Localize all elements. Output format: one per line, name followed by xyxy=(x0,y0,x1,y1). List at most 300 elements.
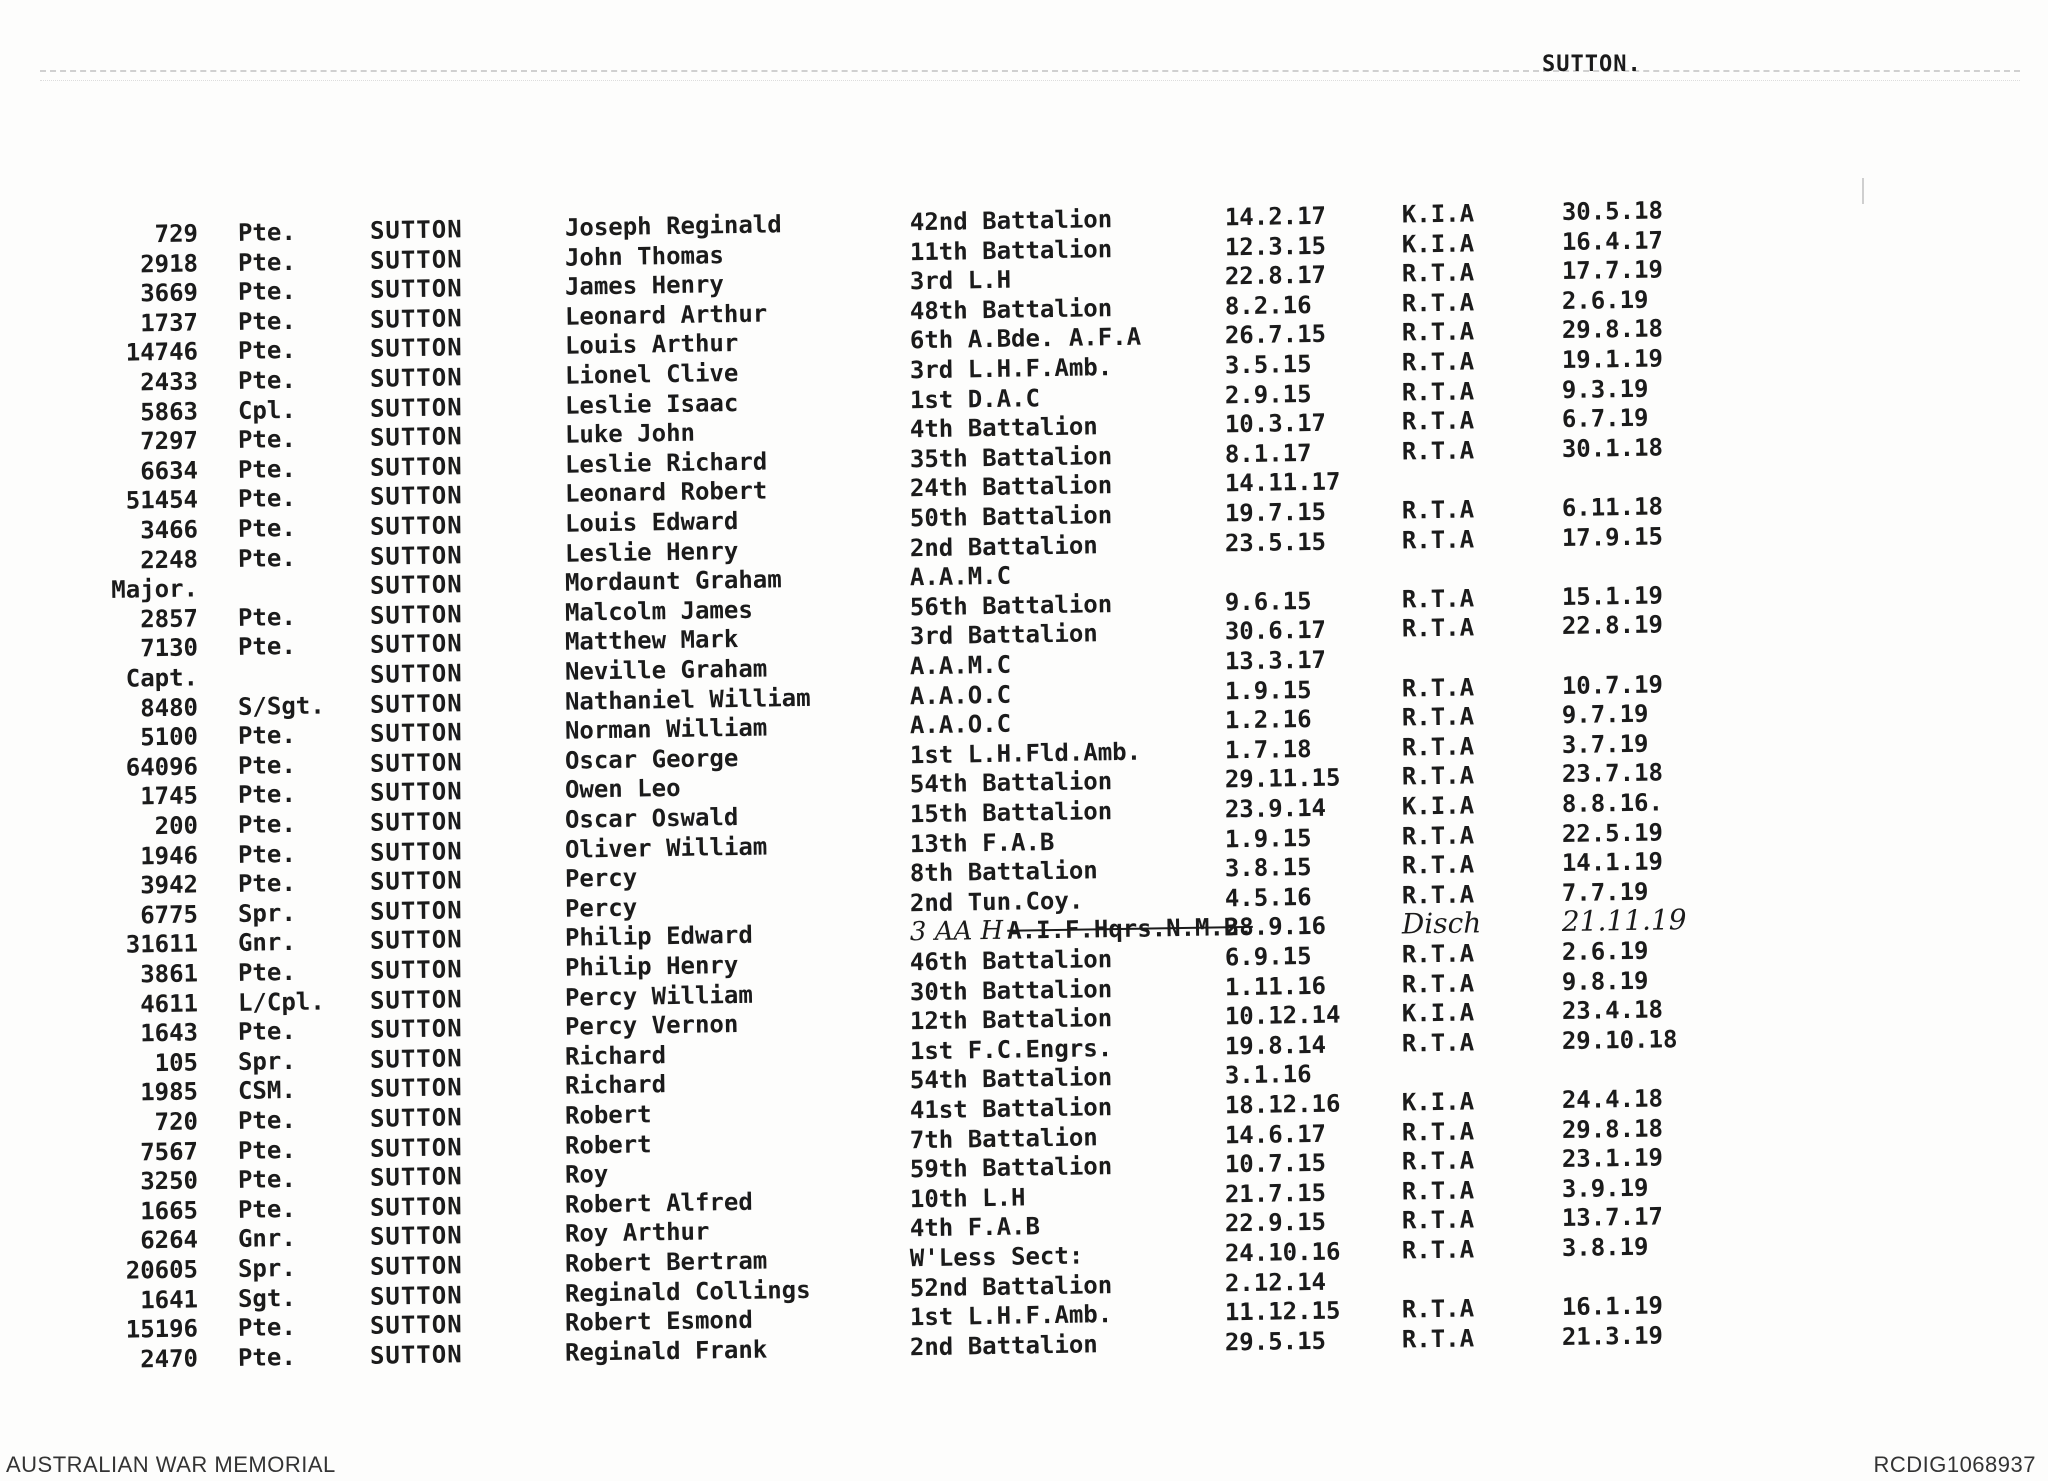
unit: W'Less Sect: xyxy=(909,1241,1084,1273)
surname: SUTTON xyxy=(369,540,463,571)
fate: R.T.A xyxy=(1401,1324,1475,1354)
rank: Pte. xyxy=(237,869,296,899)
unit: 48th Battalion xyxy=(909,293,1113,326)
fate-date: 17.7.19 xyxy=(1561,255,1664,286)
fate-date: 19.1.19 xyxy=(1561,344,1664,375)
rank: Pte. xyxy=(237,1135,296,1165)
enlistment-date: 29.11.15 xyxy=(1224,763,1341,794)
surname: SUTTON xyxy=(369,866,463,896)
unit: 1st L.H.F.Amb. xyxy=(909,1300,1113,1332)
rank: CSM. xyxy=(237,1076,296,1106)
enlistment-date: 9.6.15 xyxy=(1224,586,1312,617)
given-names: Richard xyxy=(564,1040,667,1071)
enlistment-date: 1.9.15 xyxy=(1224,823,1312,853)
footer-reference-id: RCDIG1068937 xyxy=(1873,1452,2036,1477)
unit: 3rd L.H.F.Amb. xyxy=(909,353,1113,385)
fate-date: 21.3.19 xyxy=(1561,1321,1664,1351)
enlistment-date: 24.10.16 xyxy=(1224,1237,1341,1268)
surname: SUTTON xyxy=(369,688,463,719)
fate-date: 29.10.18 xyxy=(1561,1025,1678,1055)
enlistment-date: 3.8.15 xyxy=(1224,853,1312,883)
enlistment-date: 22.8.17 xyxy=(1224,260,1327,291)
given-names: Leonard Robert xyxy=(564,476,768,509)
enlistment-date: 19.8.14 xyxy=(1224,1030,1327,1061)
service-number: 2918 xyxy=(139,249,199,278)
fate-date: 16.1.19 xyxy=(1561,1291,1664,1322)
fate: R.T.A xyxy=(1401,288,1475,318)
surname: SUTTON xyxy=(369,422,463,452)
surname: SUTTON xyxy=(369,481,463,512)
unit: 8th Battalion xyxy=(909,856,1098,888)
given-names: Philip Edward xyxy=(564,921,753,953)
given-names: Mordaunt Graham xyxy=(564,565,782,597)
given-names: Robert Esmond xyxy=(564,1305,753,1337)
given-names: Philip Henry xyxy=(564,950,739,982)
fate: R.T.A xyxy=(1401,939,1475,969)
given-names: Nathaniel William xyxy=(564,683,811,716)
enlistment-date: 28.9.16 xyxy=(1224,912,1327,942)
enlistment-date: 6.9.15 xyxy=(1224,941,1312,972)
given-names: Roy Arthur xyxy=(564,1217,710,1249)
rank: Pte. xyxy=(237,1105,296,1135)
rank: Pte. xyxy=(237,513,296,543)
fate-date: 29.8.18 xyxy=(1561,314,1664,345)
enlistment-date: 14.2.17 xyxy=(1224,201,1327,232)
surname: SUTTON xyxy=(369,1073,463,1104)
rank: Pte. xyxy=(237,809,296,839)
given-names: Robert xyxy=(564,1100,652,1130)
service-number: 2470 xyxy=(139,1344,199,1374)
service-number: 5863 xyxy=(139,397,199,426)
unit: 11th Battalion xyxy=(909,234,1113,266)
fate-date: 24.4.18 xyxy=(1561,1084,1664,1115)
unit: 3rd Battalion xyxy=(909,619,1098,651)
fate-date: 3.8.19 xyxy=(1561,1232,1649,1263)
fate-date: 14.1.19 xyxy=(1561,847,1664,878)
unit: 2nd Battalion xyxy=(909,530,1098,562)
surname: SUTTON xyxy=(369,718,463,748)
given-names: Malcolm James xyxy=(564,595,753,627)
service-number: 3466 xyxy=(139,515,199,545)
unit: 4th F.A.B xyxy=(909,1212,1041,1243)
rank: Gnr. xyxy=(237,1224,296,1254)
given-names: Percy xyxy=(564,893,638,923)
service-number: 20605 xyxy=(125,1255,199,1285)
given-names: John Thomas xyxy=(564,240,725,272)
enlistment-date: 8.2.16 xyxy=(1224,290,1312,321)
unit: 59th Battalion xyxy=(909,1152,1113,1184)
rank: Pte. xyxy=(237,1165,296,1195)
surname: SUTTON xyxy=(369,511,463,541)
struck-unit: A.I.F.Hqrs.N.M.B. xyxy=(1006,913,1254,946)
fate: R.T.A xyxy=(1401,436,1475,466)
fate: R.T.A xyxy=(1401,525,1475,555)
fate: Disch xyxy=(1401,906,1482,941)
service-number: 51454 xyxy=(125,485,199,515)
surname: SUTTON xyxy=(369,570,463,600)
unit: 12th Battalion xyxy=(909,1004,1113,1036)
rank: Pte. xyxy=(237,750,296,780)
service-number: 3861 xyxy=(139,959,199,989)
surname: SUTTON xyxy=(369,1310,463,1340)
surname: SUTTON xyxy=(369,984,463,1015)
fate: R.T.A xyxy=(1401,406,1475,436)
footer-source: AUSTRALIAN WAR MEMORIAL xyxy=(6,1452,336,1477)
fate-date: 13.7.17 xyxy=(1561,1202,1664,1233)
given-names: Roy xyxy=(564,1160,609,1189)
fate-date: 2.6.19 xyxy=(1561,285,1649,315)
service-number: 4611 xyxy=(139,989,199,1018)
given-names: Luke John xyxy=(564,418,696,449)
service-number: 2248 xyxy=(139,545,199,574)
surname: SUTTON xyxy=(369,333,463,364)
fate-date: 21.11.19 xyxy=(1561,903,1687,939)
fate-date: 3.9.19 xyxy=(1561,1173,1649,1203)
given-names: Robert Alfred xyxy=(564,1187,753,1219)
fate: R.T.A xyxy=(1401,1176,1475,1206)
surname: SUTTON xyxy=(369,659,463,689)
given-names: Louis Edward xyxy=(564,506,739,538)
service-number: 3250 xyxy=(139,1166,199,1196)
rank: S/Sgt. xyxy=(237,691,325,721)
given-names: Oscar Oswald xyxy=(564,802,739,834)
given-names: Reginald Collings xyxy=(564,1275,811,1308)
enlistment-date: 14.6.17 xyxy=(1224,1119,1327,1149)
rank: Pte. xyxy=(237,721,296,751)
unit: 4th Battalion xyxy=(909,412,1098,444)
service-number: Capt. xyxy=(125,663,199,693)
fate: R.T.A xyxy=(1401,1294,1475,1324)
unit: 13th F.A.B xyxy=(909,827,1055,858)
enlistment-date: 12.3.15 xyxy=(1224,231,1327,261)
rank: Pte. xyxy=(237,217,296,247)
service-number: 7567 xyxy=(139,1137,199,1166)
fate: R.T.A xyxy=(1401,377,1475,407)
fate-date: 23.7.18 xyxy=(1561,758,1664,789)
enlistment-date: 26.7.15 xyxy=(1224,320,1327,350)
fate-date: 9.7.19 xyxy=(1561,699,1649,730)
unit: 24th Battalion xyxy=(909,471,1113,503)
surname: SUTTON xyxy=(369,1192,463,1222)
surname: SUTTON xyxy=(369,304,463,334)
surname: SUTTON xyxy=(369,215,463,245)
enlistment-date: 22.9.15 xyxy=(1224,1208,1327,1238)
fate-date: 23.1.19 xyxy=(1561,1143,1664,1174)
service-number: 6634 xyxy=(139,456,199,486)
surname: SUTTON xyxy=(369,1103,463,1133)
unit: 41st Battalion xyxy=(909,1093,1113,1125)
service-number: 1641 xyxy=(139,1285,199,1314)
given-names: Lionel Clive xyxy=(564,358,739,390)
given-names: Joseph Reginald xyxy=(564,210,782,242)
service-number: 6264 xyxy=(139,1225,199,1255)
given-names: Oliver William xyxy=(564,832,768,864)
unit: 1st D.A.C xyxy=(909,383,1041,414)
given-names: Norman William xyxy=(564,713,768,745)
unit: 10th L.H xyxy=(909,1183,1026,1214)
rank: Spr. xyxy=(237,1046,296,1076)
given-names: Reginald Frank xyxy=(564,1335,768,1367)
surname: SUTTON xyxy=(369,777,463,808)
enlistment-date: 8.1.17 xyxy=(1224,438,1312,469)
surname: SUTTON xyxy=(369,748,463,778)
service-number: 8480 xyxy=(139,693,199,722)
fate-date: 2.6.19 xyxy=(1561,936,1649,967)
service-number: 14746 xyxy=(125,337,199,367)
enlistment-date: 1.9.15 xyxy=(1224,675,1312,705)
service-number: 1643 xyxy=(139,1018,199,1048)
fate-date: 10.7.19 xyxy=(1561,670,1664,700)
handwritten-unit-correction: 3 AA H xyxy=(909,916,1004,948)
rank: Pte. xyxy=(237,247,296,277)
enlistment-date: 1.2.16 xyxy=(1224,705,1312,735)
rank: Pte. xyxy=(237,1017,296,1047)
surname: SUTTON xyxy=(369,392,463,423)
service-number: 3669 xyxy=(139,278,199,308)
fate-date: 6.7.19 xyxy=(1561,403,1649,434)
enlistment-date: 10.3.17 xyxy=(1224,408,1327,439)
unit: 1st F.C.Engrs. xyxy=(909,1033,1113,1066)
fate: K.I.A xyxy=(1401,998,1475,1028)
surname: SUTTON xyxy=(369,629,463,660)
unit: 46th Battalion xyxy=(909,945,1113,977)
rank: Pte. xyxy=(237,632,296,662)
fate: R.T.A xyxy=(1401,761,1475,791)
service-number: 1737 xyxy=(139,308,199,338)
unit: 35th Battalion xyxy=(909,441,1113,474)
service-number: 105 xyxy=(154,1048,199,1077)
rank: Cpl. xyxy=(237,395,296,425)
unit: A.A.O.C xyxy=(909,709,1012,740)
service-number: 5100 xyxy=(139,722,199,752)
surname: SUTTON xyxy=(369,896,463,926)
rank: Pte. xyxy=(237,336,296,366)
enlistment-date: 2.12.14 xyxy=(1224,1267,1327,1297)
surname: SUTTON xyxy=(369,1221,463,1252)
unit: 15th Battalion xyxy=(909,797,1113,829)
unit: 6th A.Bde. A.F.A xyxy=(909,323,1142,355)
surname: SUTTON xyxy=(369,955,463,985)
fate: R.T.A xyxy=(1401,1235,1475,1265)
fate: R.T.A xyxy=(1401,1117,1475,1147)
service-number: 7130 xyxy=(139,633,199,663)
fate-date: 30.5.18 xyxy=(1561,196,1664,227)
enlistment-date: 19.7.15 xyxy=(1224,497,1327,528)
fate-date: 17.9.15 xyxy=(1561,522,1664,552)
rank: Pte. xyxy=(237,425,296,455)
rank: Pte. xyxy=(237,306,296,336)
surname: SUTTON xyxy=(369,452,463,482)
surname: SUTTON xyxy=(369,1340,463,1370)
enlistment-date: 18.12.16 xyxy=(1224,1089,1341,1120)
enlistment-date: 1.11.16 xyxy=(1224,971,1327,1001)
given-names: Percy xyxy=(564,863,638,893)
unit: 1st L.H.Fld.Amb. xyxy=(909,737,1142,770)
surname: SUTTON xyxy=(369,274,463,304)
service-number: 1745 xyxy=(139,781,199,811)
surname: SUTTON xyxy=(369,1132,463,1163)
fate: R.T.A xyxy=(1401,732,1475,762)
fate: R.T.A xyxy=(1401,584,1475,614)
given-names: Leonard Arthur xyxy=(564,299,768,331)
fate: R.T.A xyxy=(1401,613,1475,643)
fate: R.T.A xyxy=(1401,673,1475,703)
unit: 54th Battalion xyxy=(909,1063,1113,1095)
unit: 54th Battalion xyxy=(909,767,1113,799)
rank: Gnr. xyxy=(237,928,296,958)
service-number: 1665 xyxy=(139,1196,199,1226)
rank: Pte. xyxy=(237,484,296,514)
fate: R.T.A xyxy=(1401,258,1475,288)
given-names: Oscar George xyxy=(564,743,739,775)
fate: K.I.A xyxy=(1401,1087,1475,1117)
enlistment-date: 1.7.18 xyxy=(1224,734,1312,765)
service-number: 6775 xyxy=(139,900,199,930)
service-number: 729 xyxy=(154,219,199,249)
fate: R.T.A xyxy=(1401,880,1475,910)
fate-date: 8.8.16. xyxy=(1561,788,1664,819)
rank: L/Cpl. xyxy=(237,987,325,1017)
surname: SUTTON xyxy=(369,1251,463,1281)
enlistment-date: 23.5.15 xyxy=(1224,527,1327,557)
unit: 56th Battalion xyxy=(909,589,1113,622)
enlistment-date: 11.12.15 xyxy=(1224,1296,1341,1327)
fate-date: 30.1.18 xyxy=(1561,433,1664,463)
fate-date: 15.1.19 xyxy=(1561,581,1664,611)
rank: Pte. xyxy=(237,957,296,987)
given-names: Richard xyxy=(564,1070,667,1101)
enlistment-date: 14.11.17 xyxy=(1224,467,1341,498)
fate: R.T.A xyxy=(1401,702,1475,732)
given-names: James Henry xyxy=(564,270,725,301)
fate: R.T.A xyxy=(1401,821,1475,851)
given-names: Percy Vernon xyxy=(564,1010,739,1041)
service-number: 720 xyxy=(154,1107,199,1137)
fate: K.I.A xyxy=(1401,791,1475,821)
fate-date: 3.7.19 xyxy=(1561,729,1649,759)
fate-date: 16.4.17 xyxy=(1561,226,1664,256)
rank: Pte. xyxy=(237,543,296,573)
given-names: Matthew Mark xyxy=(564,625,739,657)
enlistment-date: 3.1.16 xyxy=(1224,1060,1312,1090)
unit: A.A.M.C xyxy=(909,650,1012,681)
fate: R.T.A xyxy=(1401,969,1475,999)
surname: SUTTON xyxy=(369,1044,463,1074)
service-number: 31611 xyxy=(125,929,199,959)
unit: 7th Battalion xyxy=(909,1122,1098,1154)
fate: R.T.A xyxy=(1401,317,1475,347)
unit: 50th Battalion xyxy=(909,501,1113,533)
unit: 52nd Battalion xyxy=(909,1270,1113,1302)
fate: K.I.A xyxy=(1401,229,1475,259)
rank: Pte. xyxy=(237,277,296,307)
fate-date: 6.11.18 xyxy=(1561,492,1664,523)
service-number: 3942 xyxy=(139,870,199,900)
rank: Pte. xyxy=(237,1194,296,1224)
enlistment-date: 2.9.15 xyxy=(1224,379,1312,409)
enlistment-date: 23.9.14 xyxy=(1224,793,1327,824)
given-names: Leslie Isaac xyxy=(564,388,739,420)
enlistment-date: 21.7.15 xyxy=(1224,1178,1327,1209)
service-number: 1946 xyxy=(139,841,199,870)
unit: 3rd L.H xyxy=(909,265,1012,296)
unit: 2nd Battalion xyxy=(909,1330,1098,1362)
rank: Pte. xyxy=(237,780,296,810)
service-number: 15196 xyxy=(125,1314,199,1344)
enlistment-date: 10.7.15 xyxy=(1224,1148,1327,1179)
fate-date: 23.4.18 xyxy=(1561,995,1664,1026)
unit: A.A.O.C xyxy=(909,680,1012,710)
service-number: Major. xyxy=(111,574,199,605)
service-number: 2433 xyxy=(139,367,199,397)
rank: Pte. xyxy=(237,839,296,869)
unit: 30th Battalion xyxy=(909,974,1113,1006)
surname: SUTTON xyxy=(369,1162,463,1192)
fate: R.T.A xyxy=(1401,1146,1475,1176)
rank: Spr. xyxy=(237,1253,296,1283)
given-names: Leslie Richard xyxy=(564,447,768,479)
rank: Pte. xyxy=(237,365,296,395)
enlistment-date: 4.5.16 xyxy=(1224,882,1312,913)
fate-date: 7.7.19 xyxy=(1561,877,1649,907)
fate: R.T.A xyxy=(1401,347,1475,377)
fate-date: 22.5.19 xyxy=(1561,818,1664,848)
service-number: 200 xyxy=(154,811,199,841)
surname: SUTTON xyxy=(369,807,463,837)
surname: SUTTON xyxy=(369,363,463,393)
given-names: Neville Graham xyxy=(564,654,768,686)
unit: 2nd Tun.Coy. xyxy=(909,886,1084,918)
given-names: Louis Arthur xyxy=(564,329,739,361)
fate: R.T.A xyxy=(1401,1205,1475,1235)
enlistment-date: 10.12.14 xyxy=(1224,1000,1341,1031)
fate: K.I.A xyxy=(1401,199,1475,229)
fate: R.T.A xyxy=(1401,1028,1475,1058)
given-names: Leslie Henry xyxy=(564,536,739,568)
surname: SUTTON xyxy=(369,1280,463,1311)
given-names: Robert xyxy=(564,1129,652,1160)
fate-date: 22.8.19 xyxy=(1561,610,1664,641)
given-names: Robert Bertram xyxy=(564,1246,768,1278)
fate-date: 29.8.18 xyxy=(1561,1114,1664,1144)
fate: R.T.A xyxy=(1401,495,1475,525)
service-number: 2857 xyxy=(139,604,199,634)
service-number: 1985 xyxy=(139,1077,199,1107)
page-title: SUTTON. xyxy=(1542,52,1642,77)
service-number: 7297 xyxy=(139,426,199,456)
rank: Pte. xyxy=(237,1313,296,1343)
fate-date: 9.3.19 xyxy=(1561,374,1649,404)
rank: Pte. xyxy=(237,454,296,484)
service-number: 64096 xyxy=(125,752,199,782)
enlistment-date: 3.5.15 xyxy=(1224,349,1312,380)
enlistment-date: 29.5.15 xyxy=(1224,1326,1327,1357)
surname: SUTTON xyxy=(369,836,463,867)
surname: SUTTON xyxy=(369,600,463,630)
rank: Pte. xyxy=(237,602,296,632)
enlistment-date: 13.3.17 xyxy=(1224,645,1327,676)
surname: SUTTON xyxy=(369,244,463,275)
given-names: Owen Leo xyxy=(564,774,681,805)
rank: Spr. xyxy=(237,898,296,928)
unit: A.A.M.C xyxy=(909,561,1012,592)
enlistment-date: 30.6.17 xyxy=(1224,616,1327,646)
surname: SUTTON xyxy=(369,1014,463,1044)
rank: Pte. xyxy=(237,1342,296,1372)
fate: R.T.A xyxy=(1401,850,1475,880)
given-names: Percy William xyxy=(564,980,753,1012)
unit: 42nd Battalion xyxy=(909,205,1113,237)
